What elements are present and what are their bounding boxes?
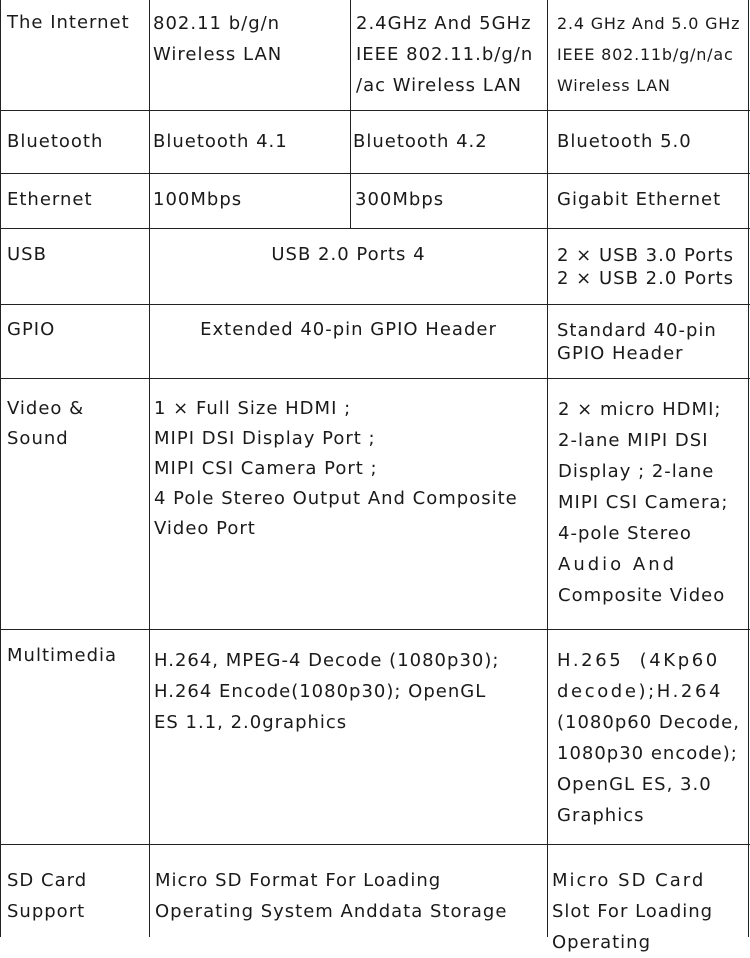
cell-line: (1080p60 Decode, <box>557 712 740 733</box>
cell-line: ES 1.1, 2.0graphics <box>154 712 348 733</box>
cell-gpio-pi3: Extended 40-pin GPIO Header <box>200 319 497 340</box>
row-divider <box>0 378 750 379</box>
cell-line: 2-lane MIPI DSI <box>558 430 709 451</box>
cell-line: OpenGL ES, 3.0 <box>557 774 712 795</box>
cell-line: 1 × Full Size HDMI ; <box>154 398 352 419</box>
cell-line: Operating System Anddata Storage <box>155 901 508 922</box>
cell-usb-pi4 <box>557 244 734 290</box>
row-divider <box>0 228 750 229</box>
cell-ethernet-pi4: Gigabit Ethernet <box>557 189 722 210</box>
cell-line: Operating <box>552 932 651 953</box>
row-label-gpio: GPIO <box>7 319 56 340</box>
cell-line: Wireless LAN <box>557 76 671 95</box>
cell-line: Sound <box>7 428 69 449</box>
cell-internet-pi4 <box>557 8 740 101</box>
cell-multimedia-pi3 <box>154 645 499 738</box>
cell-line: GPIO Header <box>557 343 684 364</box>
cell-line: MIPI DSI Display Port ; <box>154 428 376 449</box>
cell-line: 2 × micro HDMI; <box>558 399 722 420</box>
cell-line: IEEE 802.11b/g/n/ac <box>557 45 734 64</box>
row-label-video-sound <box>7 394 84 454</box>
cell-line: Standard 40-pin <box>557 320 717 341</box>
cell-line: H.264 Encode(1080p30); OpenGL <box>154 681 487 702</box>
cell-bluetooth-pi3bplus: Bluetooth 4.2 <box>353 131 488 152</box>
cell-line: Display ; 2-lane <box>558 461 715 482</box>
cell-line: SD Card <box>7 870 88 891</box>
row-label-multimedia: Multimedia <box>7 645 118 666</box>
cell-bluetooth-pi4: Bluetooth 5.0 <box>557 131 692 152</box>
cell-line: 1080p30 encode); <box>557 743 738 764</box>
cell-line: /ac Wireless LAN <box>356 75 522 96</box>
cell-line: 4 Pole Stereo Output And Composite <box>154 488 518 509</box>
cell-line: Graphics <box>557 805 645 826</box>
cell-internet-pi3bplus <box>356 8 533 101</box>
cell-line: 2 × USB 3.0 Ports <box>557 245 735 266</box>
cell-line: 2 × USB 2.0 Ports <box>557 268 735 289</box>
cell-line: Wireless LAN <box>153 44 283 65</box>
cell-line: Audio And <box>558 554 678 575</box>
cell-internet-pi3b <box>153 8 282 70</box>
cell-line: Slot For Loading <box>552 901 714 922</box>
cell-line: H.264, MPEG-4 Decode (1080p30); <box>154 650 500 671</box>
cell-line: H.265 (4Kp60 <box>557 650 720 671</box>
cell-usb-pi3: USB 2.0 Ports 4 <box>271 244 426 265</box>
row-divider <box>0 110 750 111</box>
cell-line: MIPI CSI Camera; <box>558 492 729 513</box>
table-border-right <box>748 0 749 937</box>
cell-video-pi4 <box>558 394 728 611</box>
row-label-bluetooth: Bluetooth <box>7 131 104 152</box>
row-divider <box>0 629 750 630</box>
row-divider <box>0 304 750 305</box>
row-label-ethernet: Ethernet <box>7 189 93 210</box>
cell-ethernet-pi3b: 100Mbps <box>153 189 243 210</box>
cell-line: 4-pole Stereo <box>558 523 692 544</box>
cell-line: 2.4 GHz And 5.0 GHz <box>557 14 741 33</box>
table-border-left <box>0 0 1 937</box>
cell-line: Video Port <box>154 518 256 539</box>
row-label-usb: USB <box>7 244 47 265</box>
cell-bluetooth-pi3b: Bluetooth 4.1 <box>153 131 288 152</box>
column-divider <box>350 0 351 228</box>
cell-line: Support <box>7 901 86 922</box>
cell-multimedia-pi4 <box>557 645 740 831</box>
column-divider <box>547 0 548 937</box>
cell-gpio-pi4 <box>557 319 717 365</box>
row-label-sd-card <box>7 865 87 927</box>
cell-line: IEEE 802.11.b/g/n <box>356 44 534 65</box>
cell-line: Micro SD Format For Loading <box>155 870 442 891</box>
row-label-internet: The Internet <box>7 12 130 33</box>
cell-line: MIPI CSI Camera Port ; <box>154 458 378 479</box>
cell-line: 802.11 b/g/n <box>153 13 281 34</box>
cell-line: Composite Video <box>558 585 726 606</box>
cell-line: Video & <box>7 398 85 419</box>
cell-ethernet-pi3bplus: 300Mbps <box>355 189 445 210</box>
cell-line: 2.4GHz And 5GHz <box>356 13 532 34</box>
column-divider <box>149 0 150 937</box>
cell-sdcard-pi4 <box>552 865 713 958</box>
row-divider <box>0 844 750 845</box>
row-divider <box>0 173 750 174</box>
cell-line: Micro SD Card <box>552 870 706 891</box>
cell-line: decode);H.264 <box>557 681 724 702</box>
cell-sdcard-pi3 <box>155 865 507 927</box>
cell-video-pi3 <box>154 394 518 544</box>
